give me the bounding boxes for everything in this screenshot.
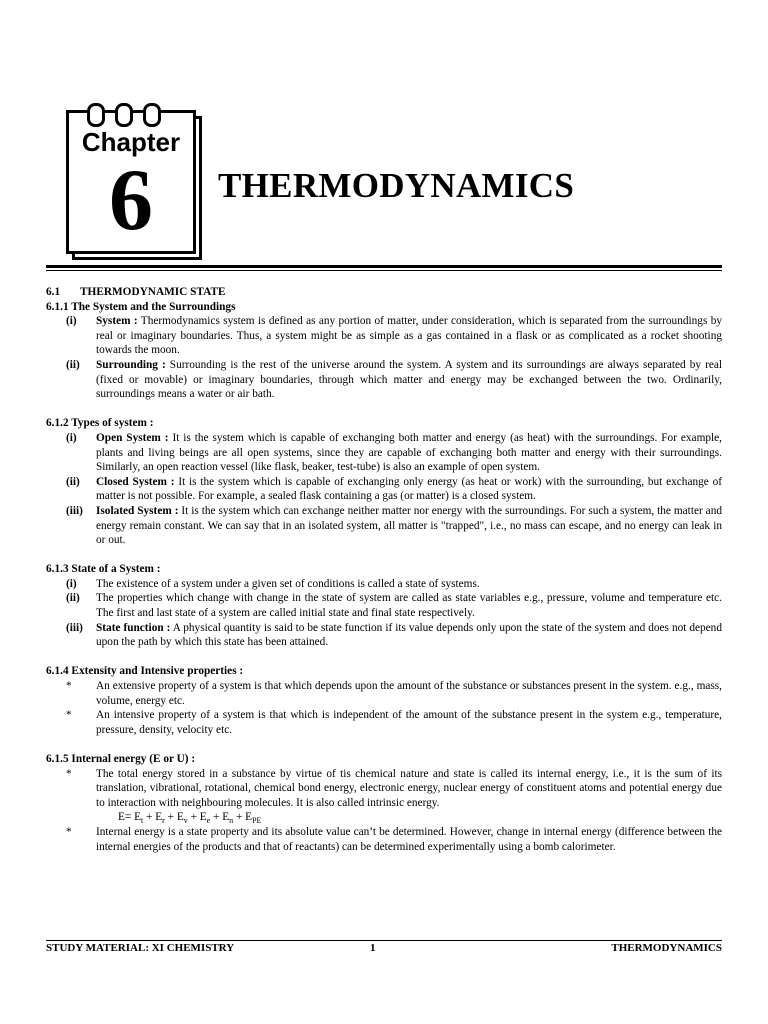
section-heading xyxy=(46,285,722,300)
item-text: Surrounding is the rest of the universe around the system. A system and its surroundings are always separated by real (fixed or movable) or imaginary boundaries, through which matter and energy may be exchanged between the two. Ordinarily, surroundings means a water or air bath. xyxy=(96,358,722,401)
footer-rule xyxy=(46,940,722,941)
list-item xyxy=(46,475,722,504)
list-item xyxy=(46,314,722,358)
item-text: An intensive property of a system is that which is independent of the amount of the substance present in the system e.g., temperature, pressure, density, velocity etc. xyxy=(96,709,722,736)
bullet-star: * xyxy=(66,825,72,838)
item-text: It is the system which can exchange neither matter nor energy with the surroundings. For such a system, the matter and energy remain constant. We can say that in an isolated system, all matter is "trapped", i.e., no mass can escape, and no energy can leak in or out. xyxy=(96,504,722,547)
item-text: The properties which change with change in the state of system are called as state variables e.g., pressure, volume and temperature etc. The first and last state of a system are called initial state and final state respectively. xyxy=(96,592,722,620)
chapter-badge xyxy=(66,110,200,258)
item-term: Open System : xyxy=(96,431,169,444)
bullet-star: * xyxy=(66,709,72,722)
item-term: Isolated System : xyxy=(96,504,179,517)
item-label: (iii) xyxy=(66,504,83,517)
bullet-star: * xyxy=(66,680,72,693)
item-term: Closed System : xyxy=(96,475,175,488)
section-title: THERMODYNAMIC STATE xyxy=(80,286,226,298)
list-item xyxy=(46,621,722,650)
item-term: Surrounding : xyxy=(96,358,166,371)
document-body xyxy=(46,285,722,854)
ring-icon xyxy=(115,103,133,127)
page-number: 1 xyxy=(370,942,376,954)
list-item xyxy=(46,358,722,402)
list-item xyxy=(46,577,722,592)
item-text: Thermodynamics system is defined as any portion of matter, under consideration, which is separated from the surroundings by real or imaginary boundaries. Thus, a system might be as simple as a gas contained in a flask or as complicated as a rocket shooting towards the moon. xyxy=(96,315,722,357)
subsection-heading: 6.1.5 Internal energy (E or U) : xyxy=(46,753,196,765)
item-text: The existence of a system under a given set of conditions is called a state of systems. xyxy=(96,577,480,590)
footer-right: THERMODYNAMICS xyxy=(611,942,722,954)
energy-formula: $E= E_t + E_r + E_v + E_e + E_n + E_{PE}$ xyxy=(118,811,262,826)
bullet-star: * xyxy=(66,767,72,780)
footer-left: STUDY MATERIAL: XI CHEMISTRY xyxy=(46,942,235,954)
item-label: (i) xyxy=(66,315,77,328)
subsection-heading: 6.1.1 The System and the Surroundings xyxy=(46,300,236,313)
ring-icon xyxy=(143,103,161,127)
ring-icon xyxy=(87,103,105,127)
list-item xyxy=(46,767,722,811)
list-item xyxy=(46,591,722,620)
item-text: It is the system which is capable of exchanging both matter and energy (as heat) with the surroundings. For example, plants and living beings are all open systems, since they are capable of exchanging both matter and energy with their surroundings. Similarly, an open reaction vessel (like flask, beaker, test-tube) is also an example of open system. xyxy=(96,431,722,474)
chapter-number: 6 xyxy=(109,152,153,249)
item-text: It is the system which is capable of exchanging only energy (as heat or work) with the surrounding, but exchange of matter is not possible. For example, a sealed flask containing a gas (or matter) is a closed system. xyxy=(96,475,722,503)
item-text: An extensive property of a system is that which depends upon the amount of the substance or substances present in the system. e.g., mass, volume, energy etc. xyxy=(96,680,722,707)
item-term: System : xyxy=(96,315,138,328)
section-number: 6.1 xyxy=(46,286,61,298)
subsection-heading: 6.1.4 Extensity and Intensive properties : xyxy=(46,665,244,678)
chapter-badge-front-page xyxy=(66,110,196,254)
item-label: (iii) xyxy=(66,621,83,634)
item-text: Internal energy is a state property and its absolute value can’t be determined. However, change in internal energy (difference between the internal energies of the products and that of reactants) can be determined experimentally using a bomb calorimeter. xyxy=(96,825,722,853)
item-label: (i) xyxy=(66,431,77,444)
subsection-heading: 6.1.3 State of a System : xyxy=(46,563,161,576)
title-rule xyxy=(46,265,722,268)
list-item xyxy=(46,679,722,708)
item-text: The total energy stored in a substance by virtue of tis chemical nature and state is called its internal energy, i.e., it is the sum of its translation, vibrational, rotational, chemical bond energy, electronic energy, nuclear energy of constituent atoms and potential energy due to interaction with neighbouring molecules. It is also called intrinsic energy. xyxy=(96,767,722,809)
title-rule-thin xyxy=(46,270,722,271)
page-title: THERMODYNAMICS xyxy=(218,166,575,205)
item-label: (ii) xyxy=(66,592,80,605)
subsection-heading: 6.1.2 Types of system : xyxy=(46,417,154,430)
item-text: A physical quantity is said to be state function if its value depends only upon the state of the system and does not depend upon the path by which this state has been attained. xyxy=(96,621,722,649)
list-item xyxy=(46,431,722,475)
item-label: (ii) xyxy=(66,358,80,371)
list-item xyxy=(46,708,722,737)
list-item xyxy=(46,825,722,854)
list-item xyxy=(46,504,722,548)
item-term: State function : xyxy=(96,621,171,634)
item-label: (ii) xyxy=(66,475,80,488)
chapter-label: Chapter xyxy=(81,127,181,157)
item-label: (i) xyxy=(66,577,77,590)
